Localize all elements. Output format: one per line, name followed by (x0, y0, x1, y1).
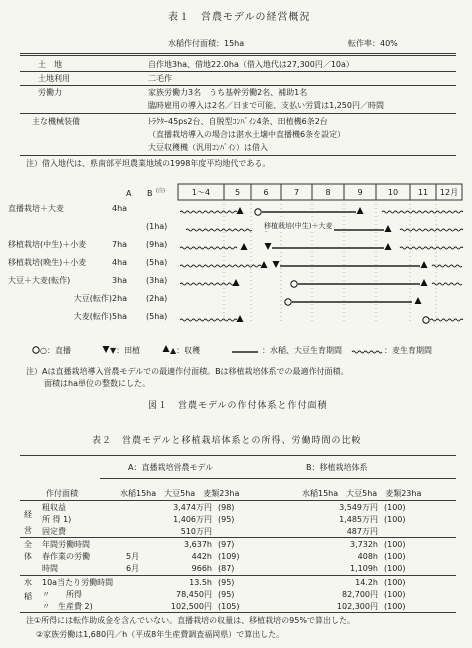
table2-cell-a: 78,450円 (176, 590, 212, 599)
table2-cell-a-index: (95) (218, 515, 235, 524)
table2-cell-b: 1,109h (350, 564, 378, 573)
legend-transplant: ▼：田植 (110, 346, 141, 355)
table2-side-group: 水 (24, 578, 32, 587)
table2-group-b: B：移植栽培体系 (306, 463, 368, 472)
table2-cell-b: 408h (357, 552, 378, 561)
table2-cell-b-index: (100) (384, 503, 406, 512)
table2-cell-a: 966h (191, 564, 212, 573)
crop-row-area-b: (3ha) (146, 276, 168, 285)
crop-row-area-b: (5ha) (146, 258, 168, 267)
month-header: 5 (234, 188, 241, 197)
figure1-col-b-mark: (注) (156, 188, 165, 194)
harvest-mark (261, 261, 268, 268)
crop-row-area-a: 4ha (112, 204, 128, 213)
month-header: 8 (325, 188, 331, 197)
transplant-mark (103, 346, 110, 353)
crop-row-label: 直播栽培＋大麦 (8, 204, 64, 213)
table2-cell-a-index: (95) (218, 578, 235, 587)
crop-row-area-b: (2ha) (146, 294, 168, 303)
table2-cell-b-index: (100) (384, 602, 406, 611)
table1-row-landuse-value: 二毛作 (148, 74, 172, 83)
legend-wheat-line (352, 351, 382, 353)
table2-section-rule (20, 537, 456, 538)
table2-group-a: A：直播栽培営農モデル (128, 463, 214, 472)
table2-row-label: 時間 (42, 564, 58, 573)
table2-row-label: 10a当たり労働時間 (42, 578, 114, 587)
table1-row-machines-value-2: （直播栽培導入の場合は湛水土壌中直播機6条を設定） (148, 130, 346, 139)
table1-row-labor-value-1: 家族労働力3名 うち基幹労働2名、補助1名 (148, 88, 308, 97)
table2-cell-b: 3,732h (350, 540, 378, 549)
wheat-period (400, 247, 463, 249)
crop-row-area-b: (9ha) (146, 240, 168, 249)
table2-section-rule (20, 575, 456, 576)
month-header: 1～4 (191, 188, 211, 197)
direct-sowing-mark (285, 299, 291, 305)
month-header: 10 (387, 188, 399, 197)
table1-row-labor-value-2: 臨時雇用の導入は2名／日まで可能、支払い労賃は1,250円／時間 (148, 101, 384, 110)
harvest-mark (237, 207, 244, 214)
table1-conversion-label: 転作率：40% (348, 39, 398, 48)
table2-cell-a: 3,474万円 (173, 503, 212, 512)
table2-cell-a-index: (98) (218, 503, 235, 512)
month-header-frame (178, 184, 462, 200)
crop-row-label: 移植栽培(晩生)＋小麦 (8, 258, 87, 267)
table2-row-label: 年間労働時間 (42, 540, 90, 549)
table2-cell-b: 3,549万円 (339, 503, 378, 512)
table2-cell-b-index: (100) (384, 540, 406, 549)
table2-cell-b-index: (100) (384, 552, 406, 561)
table1-row-machines-label: 主な機械装備 (32, 117, 80, 126)
table2-row-label: 〃 生産費 2) (42, 602, 93, 611)
month-header: 6 (263, 188, 269, 197)
table2-group-rule (100, 478, 456, 479)
wheat-period (430, 319, 463, 321)
table2-row-label: 粗収益 (42, 503, 66, 512)
wheat-period (382, 211, 463, 213)
table2-b-header: 水稲15ha 大豆5ha 麦類23ha (302, 489, 422, 498)
month-header: 7 (293, 188, 300, 197)
table2-side-group: 経 (24, 510, 32, 519)
table2-side-group: 営 (24, 526, 32, 535)
table2-cell-a-index: (109) (218, 552, 240, 561)
harvest-mark (241, 243, 248, 250)
figure1-note-1: 注）Aは直播栽培導入営農モデルでの最適作付面積。Bは移植栽培体系での最適作付面積。 (26, 367, 349, 376)
crop-row-label: 大豆(転作) (73, 294, 112, 303)
legend-wheat-label: ：麦生育期間 (384, 346, 432, 355)
wheat-period (180, 247, 237, 249)
table1-row-machines-value-3: 大豆収穫機（汎用ｺﾝﾊﾞｲﾝ）は借入 (148, 143, 268, 152)
wheat-period (180, 283, 234, 285)
table2-cell-a: 3,637h (184, 540, 212, 549)
crop-row-area-a: 2ha (112, 294, 128, 303)
wheat-period (186, 229, 252, 231)
table1-area-label: 水稲作付面積：15ha (168, 39, 245, 48)
table2-bottom-rule (20, 612, 456, 613)
crop-row-area-b: (5ha) (146, 312, 168, 321)
legend-harvest: ▲：収穫 (170, 346, 201, 355)
table2-cell-a: 102,500円 (170, 602, 212, 611)
table2-cell-b: 14.2h (355, 578, 378, 587)
timeline-bar-label: 移植栽培(中生)＋大麦 (264, 222, 333, 230)
table2-cell-a-index: (97) (218, 540, 235, 549)
table2-top-rule (20, 455, 456, 456)
harvest-mark (233, 279, 240, 286)
table2-cell-month: 6月 (126, 564, 140, 573)
wheat-period (180, 265, 261, 267)
direct-sowing-mark (291, 281, 297, 287)
table2-note-2: ②家族労働は1,680円／h（平成8年生産費調査福岡県）で算出した。 (36, 630, 285, 639)
harvest-mark (385, 243, 392, 250)
direct-sowing-mark (33, 347, 39, 353)
wheat-period (432, 265, 462, 267)
figure1-col-a: A (126, 189, 132, 198)
figure1-note-2: 面積はha単位の整数にした。 (44, 379, 150, 388)
harvest-mark (421, 261, 428, 268)
crop-row-label: 大豆＋大麦(転作) (8, 276, 71, 285)
table2-cell-b: 1,485万円 (339, 515, 378, 524)
table2-row-label: 春作業の労働 (42, 552, 90, 561)
table2-title: 表２ 営農モデルと移植栽培体系との所得、労働時間の比較 (92, 436, 362, 446)
month-header: 12月 (439, 188, 459, 197)
wheat-period (180, 211, 237, 213)
direct-sowing-mark (423, 317, 429, 323)
crop-row-area-a: 4ha (112, 258, 128, 267)
timeline-marks (33, 207, 463, 353)
table1-row-machines-value-1: ﾄﾗｸﾀｰ45ps2台、自脱型ｺﾝﾊﾞｲﾝ4条、田植機6条2台 (148, 117, 328, 126)
table2-cell-a-index: (87) (218, 564, 235, 573)
harvest-mark (421, 279, 428, 286)
crop-row-label: 移植栽培(中生)＋小麦 (8, 240, 87, 249)
harvest-mark (357, 207, 364, 214)
table2-col-header: 作付面積 (46, 489, 78, 498)
table2-cell-b: 102,300円 (336, 602, 378, 611)
wheat-period (400, 229, 463, 231)
table2-a-header: 水稲15ha 大豆5ha 麦類23ha (120, 489, 240, 498)
wheat-period (180, 319, 237, 321)
table1-row-landuse-label: 土地利用 (38, 74, 70, 83)
table2-cell-b: 487万円 (346, 527, 378, 536)
transplant-mark (273, 261, 280, 268)
table1-title: 表１ 営農モデルの経営概況 (168, 12, 311, 23)
direct-sowing-mark (255, 209, 261, 215)
table2-cell-a: 442h (191, 552, 212, 561)
crop-row-label: 大麦(転作) (73, 312, 112, 321)
table1-row-labor-label: 労働力 (38, 88, 62, 97)
harvest-mark (163, 345, 170, 352)
legend-rice-label: ：水稲、大豆生育期間 (262, 346, 342, 355)
table2-cell-b-index: (100) (384, 578, 406, 587)
table2-cell-b: 82,700円 (342, 590, 378, 599)
month-header: 11 (417, 188, 429, 197)
table2-note-1: 注①所得には転作助成金を含んでいない。直播栽培の収量は、移植栽培の95%で算出した。 (26, 616, 355, 625)
table2-cell-a: 1,406万円 (173, 515, 212, 524)
table1-row-land-value: 自作地3ha、借地22.0ha（借入地代は27,300円／10a） (148, 60, 354, 69)
table2-cell-b-index: (100) (384, 590, 406, 599)
crop-row-area-a: 7ha (112, 240, 128, 249)
table2-cell-month: 5月 (126, 552, 140, 561)
harvest-mark (385, 225, 392, 232)
table2-cell-a-index: (105) (218, 602, 240, 611)
crop-row-area-a: 5ha (112, 312, 128, 321)
legend-direct: ○：直播 (40, 346, 71, 355)
table2-row-label: 〃 所得 (42, 590, 82, 599)
crop-row-area-b: (1ha) (146, 222, 168, 231)
table2-cell-a: 13.5h (189, 578, 212, 587)
table2-cell-a: 510万円 (180, 527, 212, 536)
table2-row-label: 固定費 (42, 527, 66, 536)
month-header: 9 (357, 188, 363, 197)
wheat-period (432, 283, 462, 285)
table2-cell-b-index: (100) (384, 564, 406, 573)
transplant-mark (265, 243, 272, 250)
table2-side-group: 全 (24, 540, 32, 549)
table2-cell-a-index: (95) (218, 590, 235, 599)
figure1-col-b: B (147, 189, 153, 198)
table2-cell-b-index: (100) (384, 515, 406, 524)
table1-note: 注）借入地代は、県南部平坦農業地域の1998年度平均地代である。 (26, 159, 271, 168)
harvest-mark (415, 297, 422, 304)
table2-side-group: 体 (24, 552, 32, 561)
table2-side-group: 稲 (24, 592, 32, 601)
crop-row-area-a: 3ha (112, 276, 128, 285)
figure1-caption: 図１ 営農モデルの作付体系と作付面積 (148, 401, 328, 411)
table2-row-label: 所 得 1) (42, 515, 72, 524)
table2-header-rule (20, 500, 456, 501)
harvest-mark (237, 315, 244, 322)
table1-row-land-label: 土 地 (38, 60, 62, 69)
